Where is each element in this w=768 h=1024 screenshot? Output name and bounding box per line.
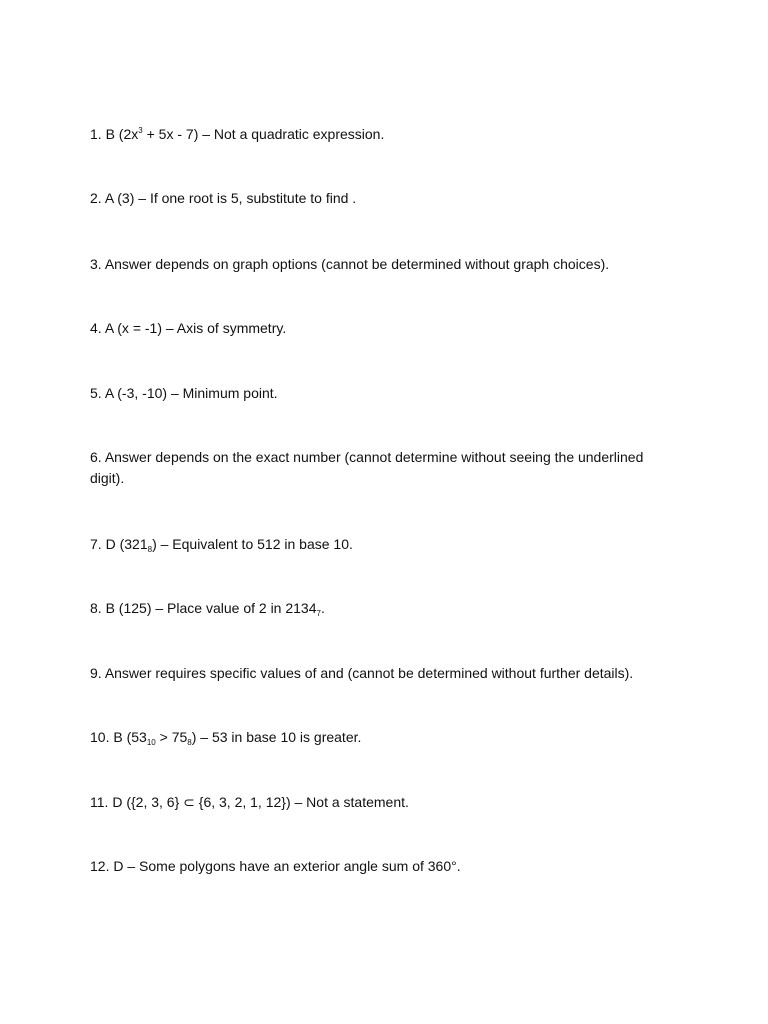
answer-text-pre: B (2x [105, 126, 139, 142]
answer-text-post: + 5x - 7) – Not a quadratic expression. [142, 126, 385, 142]
base-subscript: 8 [187, 738, 192, 747]
answer-text-pre: D (321 [105, 536, 148, 552]
answer-item-5 [90, 383, 680, 404]
base-subscript: 10 [146, 738, 156, 747]
answer-number: 9. [90, 665, 102, 681]
answer-number: 5. [90, 385, 102, 401]
answer-number: 2. [90, 190, 102, 206]
answer-item-9 [90, 663, 680, 684]
answer-text: D – Some polygons have an exterior angle sum of 360°. [113, 858, 461, 874]
answer-item-6 [90, 447, 680, 489]
answer-text: A (-3, -10) – Minimum point. [104, 385, 278, 401]
answer-item-12 [90, 856, 680, 877]
base-subscript: 7 [316, 609, 321, 618]
answer-text-post: ) – 53 in base 10 is greater. [191, 729, 362, 745]
answer-text: A (3) – If one root is 5, substitute to find . [104, 190, 357, 206]
answer-item-3 [90, 254, 680, 275]
answer-text: D ({2, 3, 6} ⊂ {6, 3, 2, 1, 12}) – Not a statement. [112, 794, 409, 810]
answer-item-1 [90, 124, 680, 145]
answer-number: 4. [90, 320, 102, 336]
answer-number: 6. [90, 449, 102, 465]
answer-text: Answer depends on graph options (cannot be determined without graph choices). [104, 256, 610, 272]
answer-item-7 [90, 534, 680, 555]
base-subscript: 8 [147, 545, 153, 554]
answer-text: A (x = -1) – Axis of symmetry. [104, 320, 287, 336]
answer-text-post: ) – Equivalent to 512 in base 10. [152, 536, 353, 552]
answer-text: Answer depends on the exact number (cannot determine without seeing the underlined digit). [90, 449, 644, 486]
answer-number: 10. [90, 729, 110, 745]
answer-item-2 [90, 188, 680, 209]
answer-item-8 [90, 598, 680, 619]
answer-number: 8. [90, 600, 102, 616]
answer-text: Answer requires specific values of and (cannot be determined without further details). [104, 665, 634, 681]
answer-number: 11. [90, 794, 109, 810]
answer-text-post: . [320, 600, 325, 616]
answer-number: 3. [90, 256, 102, 272]
answer-text-mid: > 75 [155, 729, 188, 745]
answer-item-4 [90, 318, 680, 339]
answer-text-pre: B (53 [113, 729, 147, 745]
answer-item-11 [90, 792, 680, 813]
answer-number: 12. [90, 858, 110, 874]
answer-number: 1. [90, 126, 102, 142]
answer-text-pre: B (125) – Place value of 2 in 2134 [105, 600, 317, 616]
exponent: 3 [138, 126, 143, 135]
answer-number: 7. [90, 536, 102, 552]
answer-item-10 [90, 727, 680, 748]
